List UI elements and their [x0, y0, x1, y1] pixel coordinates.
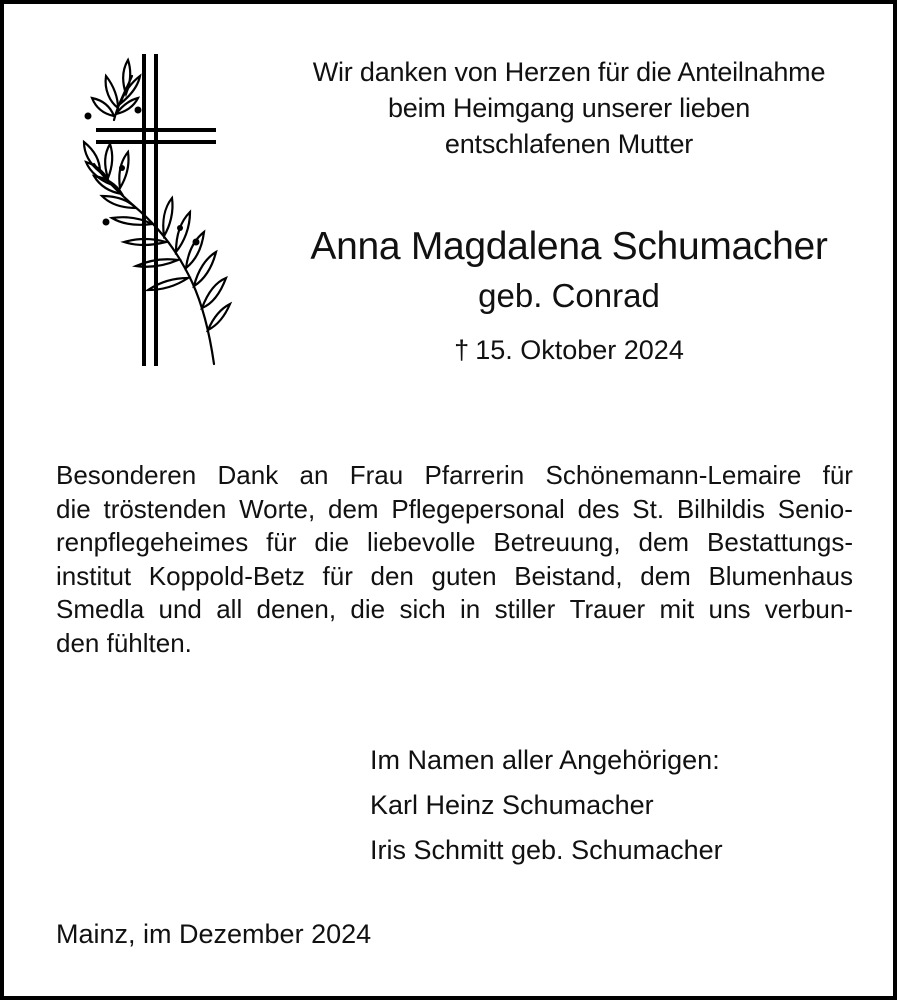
word: Bilhildis — [676, 493, 765, 524]
word: tröstenden — [103, 493, 227, 524]
thanks-line — [56, 593, 853, 627]
thanks-line — [56, 560, 853, 594]
thanks-line: den fühlten. — [56, 627, 192, 658]
word: die — [314, 527, 350, 557]
thanks-line — [56, 526, 853, 560]
word: verbun- — [764, 594, 853, 624]
thanks-line — [56, 493, 853, 527]
word: stiller — [494, 594, 556, 624]
intro-line: entschlafenen Mutter — [444, 129, 694, 159]
word: den — [370, 560, 414, 591]
word: Koppold-Betz — [148, 560, 305, 591]
word: Senio- — [777, 493, 853, 524]
signers-block — [370, 738, 870, 873]
intro-text — [259, 54, 879, 162]
word: dem — [640, 560, 691, 591]
word: guten — [431, 560, 497, 591]
word: in — [460, 594, 481, 624]
word: Blumenhaus — [708, 560, 853, 591]
word: an — [299, 460, 329, 490]
word: Schönemann-Lemaire — [545, 460, 802, 490]
word: des — [577, 493, 620, 524]
word: Pfarrerin — [424, 460, 525, 490]
word: für — [322, 560, 353, 591]
thanks-line — [56, 459, 853, 493]
thanks-paragraph — [56, 459, 853, 660]
word: Betreuung, — [493, 527, 621, 557]
word: Bestattungs- — [707, 527, 853, 557]
word: Frau — [349, 460, 404, 490]
word: St. — [632, 493, 665, 524]
word: die — [56, 493, 91, 524]
word: und — [158, 594, 202, 624]
word: uns — [708, 594, 751, 624]
word: dem — [327, 493, 379, 524]
word: all — [216, 594, 243, 624]
word: die — [350, 594, 386, 624]
word: denen, — [256, 594, 337, 624]
maiden-name: geb. Conrad — [478, 277, 660, 314]
death-date: 15. Oktober 2024 — [475, 335, 684, 365]
word: mit — [659, 594, 695, 624]
cross-with-palm-branch-icon — [74, 46, 234, 371]
word: Worte, — [239, 493, 316, 524]
deceased-name: Anna Magdalena Schumacher — [310, 225, 828, 268]
death-symbol: † — [454, 335, 470, 365]
word: Pflegepersonal — [391, 493, 565, 524]
signer-name: Iris Schmitt geb. Schumacher — [370, 835, 723, 865]
word: für — [822, 460, 853, 490]
intro-line: Wir danken von Herzen für die Anteilnahme — [312, 57, 826, 87]
word: renpflegeheimes — [56, 527, 249, 557]
word: Besonderen — [56, 460, 197, 490]
word: für — [266, 527, 297, 557]
word: sich — [399, 594, 446, 624]
word: Beistand, — [514, 560, 623, 591]
word: institut — [56, 560, 132, 591]
intro-line: beim Heimgang unserer lieben — [387, 93, 751, 123]
signers-heading: Im Namen aller Angehörigen: — [370, 745, 720, 775]
word: Dank — [217, 460, 279, 490]
place-date: Mainz, im Dezember 2024 — [56, 919, 372, 949]
word: Trauer — [569, 594, 646, 624]
word: dem — [638, 527, 690, 557]
death-date-line — [259, 332, 879, 368]
word: liebevolle — [367, 527, 476, 557]
signer-name: Karl Heinz Schumacher — [370, 790, 654, 820]
word: Smedla — [56, 594, 145, 624]
